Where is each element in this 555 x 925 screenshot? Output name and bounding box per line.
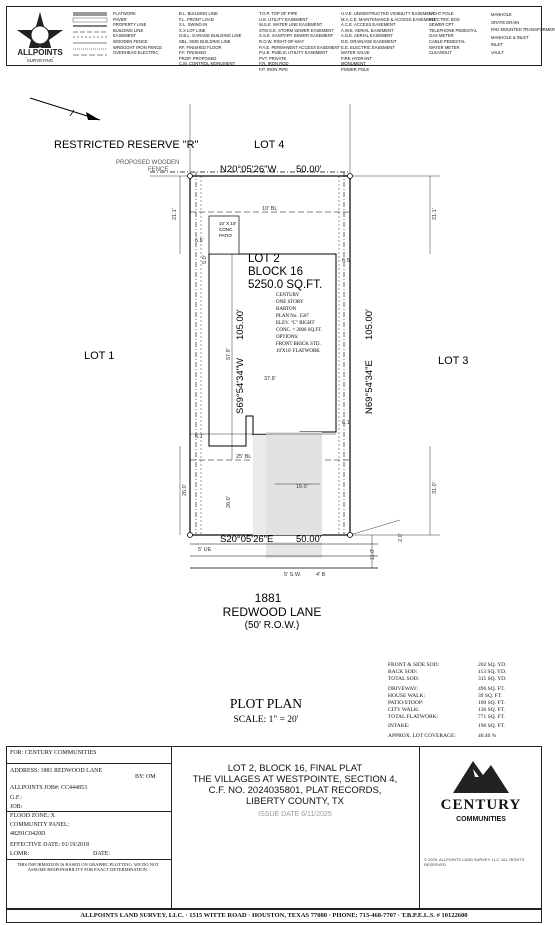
legend-item: X.X LOT LINE	[179, 27, 206, 33]
sidewalk-label: 4' B	[316, 572, 326, 578]
qty-value: 113 SQ. YD.	[478, 669, 507, 675]
builder-sub: COMMUNITIES	[456, 816, 506, 823]
legend-item: PAVER	[113, 16, 127, 22]
builder-logo	[419, 747, 542, 909]
legend-item: STM.S.E. STORM SEWER EASEMENT	[259, 27, 334, 33]
plot-plan-scale: SCALE: 1" = 20'	[233, 715, 299, 725]
lot-title: LOT 2	[248, 253, 280, 265]
dim-label: 11.0'	[370, 548, 376, 560]
legend-item: FIRE HYDRANT	[341, 55, 372, 61]
qty-label: BACK SOD:	[388, 669, 418, 675]
street-name: REDWOOD LANE	[222, 605, 322, 619]
dim-label: 6.1'	[342, 420, 351, 426]
for-field: FOR: CENTURY COMMUNITIES	[10, 750, 97, 756]
house-note: BARTON	[276, 307, 297, 312]
legend-item: ELECTRIC BOX	[429, 16, 460, 22]
qty-label: HOUSE WALK:	[388, 693, 426, 699]
house-note: FRONT BRICK STD.	[276, 342, 321, 347]
address-number: 1881	[254, 591, 282, 605]
legal-line: THE VILLAGES AT WESTPOINTE, SECTION 4,	[192, 774, 398, 785]
legend-item: P.A.E. PERMANENT ACCESS EASEMENT	[259, 44, 341, 50]
job-field: JOB:	[10, 804, 23, 810]
legend-col-5	[429, 11, 477, 56]
date-field: DATE:	[93, 851, 110, 857]
legend-item: GAS METER	[429, 33, 454, 39]
dim-label: 21.1'	[432, 208, 438, 220]
panel-field: 48291C0420D	[10, 831, 46, 837]
dim-label: 26.0'	[226, 496, 232, 508]
qty-label: APPROX. LOT COVERAGE:	[388, 733, 456, 739]
fence-label: PROPOSED WOODEN	[116, 160, 180, 166]
south-distance: 50.00'	[296, 534, 322, 545]
lot-north-label: LOT 4	[254, 139, 285, 151]
house-note: ELEV. "C" RIGHT	[276, 321, 315, 326]
panel-label: COMMUNITY PANEL:	[10, 822, 70, 828]
legal-line: LOT 2, BLOCK 16, FINAL PLAT	[227, 763, 363, 774]
legend-item: POWER POLE	[341, 66, 370, 72]
plat-drawing	[0, 64, 546, 744]
legend-header	[6, 6, 555, 72]
qty-label: TOTAL SOD:	[388, 676, 420, 682]
extension-line	[350, 520, 400, 535]
legend-item: GRATE DRAIN	[491, 19, 520, 25]
legend-item: A.D.E. AERIAL EASEMENT	[341, 33, 393, 39]
dim-label: 16.0'	[296, 484, 308, 490]
qty-label: INTAKE:	[388, 723, 410, 729]
legend-item: LIGHT POLE	[429, 11, 454, 16]
lomr-field: LOMR:	[10, 851, 30, 857]
legend-item: PAD MOUNTED TRANSFORMER	[491, 27, 555, 33]
legend-item: VAULT	[491, 49, 504, 55]
legend-item: M.A.C.E. MAINTENANCE & ACCESS EASEMENT	[341, 16, 436, 22]
legend-col-2	[179, 11, 241, 67]
flood-zone-field: FLOOD ZONE: X	[10, 813, 55, 819]
qty-value: 496 SQ. FT.	[478, 686, 505, 692]
legend-item: T.O.P. TOP OF PIPE	[259, 11, 298, 16]
qty-value: 771 SQ. FT.	[478, 714, 505, 720]
title-block	[6, 746, 542, 910]
north-arrow-icon	[30, 98, 100, 120]
front-bl-label: 25' BL	[236, 454, 252, 460]
house-note: ONE STORY	[276, 300, 304, 305]
legend-item: INLET	[491, 42, 503, 48]
legend-item: E.E. ELECTRIC EASEMENT	[341, 44, 395, 50]
dim-label: 6.1'	[195, 434, 204, 440]
dim-label: 31.0'	[432, 482, 438, 494]
dim-label: 37.8'	[264, 376, 276, 382]
mountain-logo-icon	[451, 755, 511, 795]
street-row: (50' R.O.W.)	[244, 620, 300, 631]
legend-item: OVERHEAD ELECTRIC	[113, 50, 159, 56]
legend-item: F.P. IRON PIPE	[259, 66, 289, 72]
qty-value: 39 SQ. FT.	[478, 693, 503, 699]
legend-item: EASEMENT	[113, 33, 137, 39]
job-info	[7, 747, 172, 909]
dim-label: 2.0'	[398, 533, 404, 542]
qty-value: 196 SQ. FT.	[478, 723, 505, 729]
address-field: ADDRESS: 1881 REDWOOD LANE	[10, 768, 103, 774]
footer-bar: ALLPOINTS LAND SURVEY, LLC. · 1515 WITTE ROAD · HOUSTON, TEXAS 77080 · PHONE: 713-468-7707 · T.B.P.E.L.S. # 10122600	[6, 908, 542, 923]
legend-item: SEWER CPT	[429, 22, 454, 28]
legend-item: C.M. CONTROL MONUMENT	[179, 61, 236, 67]
south-bearing: S20°05'26"E	[220, 534, 274, 545]
lot-east-label: LOT 3	[438, 355, 469, 367]
dim-label: 6.5'	[342, 258, 351, 264]
house-note: PLAN No. 1507	[276, 314, 309, 319]
disclaimer: THIS INFORMATION IS BASED ON GRAPHIC PLOTTING. WE DO NOT ASSUME RESPONSIBILITY FOR EXACT DETERMINATION.	[17, 862, 159, 872]
legend-item: MANHOLE & INLET	[491, 34, 529, 40]
legend-item: FLATWORK	[113, 11, 136, 16]
legend-item: R.O.W. RIGHT-OF-WAY	[259, 38, 305, 44]
legend-item: WATER METER	[429, 44, 460, 50]
legend-item: WATER VALVE	[341, 50, 370, 56]
east-distance: 105.00'	[364, 309, 375, 340]
legend-item: PVT. PRIVATE	[259, 55, 287, 61]
builder-name: CENTURY	[440, 797, 522, 813]
driveway	[266, 432, 322, 535]
legend-item: PROP. PROPOSED	[179, 55, 217, 61]
legend-item: G.B.L. GARAGE BUILDING LINE	[179, 33, 242, 39]
gf-field: G.F.:	[10, 795, 22, 801]
legend-item: BUILDING LINE	[113, 27, 144, 33]
lot-area: 5250.0 SQ.FT.	[248, 279, 323, 291]
west-bearing: S69°54'34"W	[235, 358, 246, 414]
legend-item: PROPERTY LINE	[113, 22, 147, 28]
reserve-label: RESTRICTED RESERVE "R"	[54, 139, 199, 151]
north-bearing: N20°05'26"W	[220, 164, 277, 175]
dim-label: 5.0'	[202, 255, 208, 264]
legend-col-6	[491, 11, 555, 57]
legend-item: U.V.E. UNOBSTRUCTED VISIBILITY EASEMENT	[341, 11, 435, 16]
legend-col-1	[113, 11, 162, 56]
qty-label: CITY WALK:	[388, 707, 420, 713]
legend-item: SBL. SIDE BUILDING LINE	[179, 38, 231, 44]
east-bearing: N69°54'34"E	[364, 360, 375, 414]
qty-label: PATIO/STOOP:	[388, 700, 424, 706]
fence-label: FENCE	[148, 167, 169, 173]
qty-label: TOTAL FLATWORK:	[388, 714, 439, 720]
ue-label: 5' UE	[198, 547, 212, 553]
legend-item: W.S.E. WATER LINE EASEMENT	[259, 22, 323, 28]
legend-item: B.L. BUILDING LINE	[179, 11, 218, 16]
sidewalk-label: 5' S.W.	[284, 572, 302, 578]
legend-item: S.L. SWING-IN	[179, 22, 208, 28]
patio-label: CONC.	[219, 227, 234, 232]
dim-label: 21.1'	[172, 208, 178, 220]
qty-value: 40.40 %	[478, 733, 497, 739]
job-number-field: ALLPOINTS JOB#: CC444853	[10, 785, 88, 791]
block-title: BLOCK 16	[248, 266, 303, 278]
qty-label: DRIVEWAY:	[388, 686, 418, 692]
iron-rod-icon	[188, 533, 193, 538]
house-note: CONC. = 2006 SQ.FT.	[276, 328, 323, 333]
legend-item: MANHOLE	[491, 12, 512, 17]
lot-west-label: LOT 1	[84, 350, 115, 362]
rear-bl-label: 10' BL	[262, 206, 278, 212]
allpoints-logo	[9, 8, 71, 64]
legend-item: CABLE PEDESTAL	[429, 38, 466, 44]
logo-sub: SURVEYING	[26, 58, 54, 63]
legend-item: P.U.E. PUBLIC UTILITY EASEMENT	[259, 50, 328, 56]
patio-label: PATIO	[219, 233, 232, 238]
house-note: OPTIONS:	[276, 335, 299, 340]
legend-item: F.L. FRONT LOAD	[179, 16, 214, 22]
iron-rod-icon	[348, 533, 353, 538]
dim-label: 6.5'	[195, 238, 204, 244]
dim-label: 57.9'	[226, 348, 232, 360]
house-walk	[253, 435, 266, 535]
qty-value: 315 SQ. YD.	[478, 676, 507, 682]
iron-rod-icon	[348, 174, 353, 179]
house-note: 10'X10' FLATWORK	[276, 349, 320, 354]
plot-plan-title: PLOT PLAN	[229, 696, 303, 711]
legend-item: F.R. IRON ROD	[259, 61, 289, 67]
legal-description	[171, 763, 419, 807]
logo-name: ALLPOINTS	[17, 48, 63, 57]
legend-item: RF. FINISHED FLOOR	[179, 44, 222, 50]
qty-value: 202 SQ. YD.	[478, 662, 507, 668]
legend-item: A.W.E. AERIAL EASEMENT	[341, 27, 394, 33]
legend-item: TELEPHONE PEDESTAL	[429, 27, 478, 33]
legend-line-samples	[71, 12, 111, 58]
iron-rod-icon	[188, 174, 193, 179]
north-distance: 50.00'	[296, 164, 322, 175]
qty-value: 136 SQ. FT.	[478, 707, 505, 713]
qty-label: FRONT & SIDE SOD:	[388, 662, 440, 668]
issue-date: ISSUE DATE 6/11/2025	[258, 811, 332, 818]
legend-item: U.E. UTILITY EASEMENT	[259, 16, 309, 22]
west-distance: 105.00'	[235, 309, 246, 340]
effective-date-field: EFFECTIVE DATE: 01/19/2018	[10, 842, 89, 848]
qty-value: 100 SQ. FT.	[478, 700, 505, 706]
legend-item: WOODEN FENCE	[113, 38, 148, 44]
legend-item: MONUMENT	[341, 61, 366, 67]
patio-label: 10' X 10'	[219, 221, 237, 226]
legal-line: C.F. NO. 2024035801, PLAT RECORDS,	[208, 785, 382, 796]
legend-item: WROUGHT IRON FENCE	[113, 44, 163, 50]
legend-item: A.C.E. ACCESS EASEMENT	[341, 22, 396, 28]
legend-item: S.S.E. SANITARY SEWER EASEMENT	[259, 33, 334, 39]
legend-item: D.E. DRAINAGE EASEMENT	[341, 38, 397, 44]
legend-item: CLEANOUT	[429, 50, 452, 56]
dim-label: 26.0'	[182, 484, 188, 496]
house-note: CENTURY	[276, 293, 300, 298]
copyright: © 2025, ALLPOINTS LAND SURVEY, LLC. ALL RIGHTS RESERVED	[424, 857, 525, 867]
legend-item: F.F. FINISHED	[179, 50, 207, 56]
by-field: BY: OM	[135, 774, 156, 780]
legal-line: LIBERTY COUNTY, TX	[245, 796, 345, 807]
